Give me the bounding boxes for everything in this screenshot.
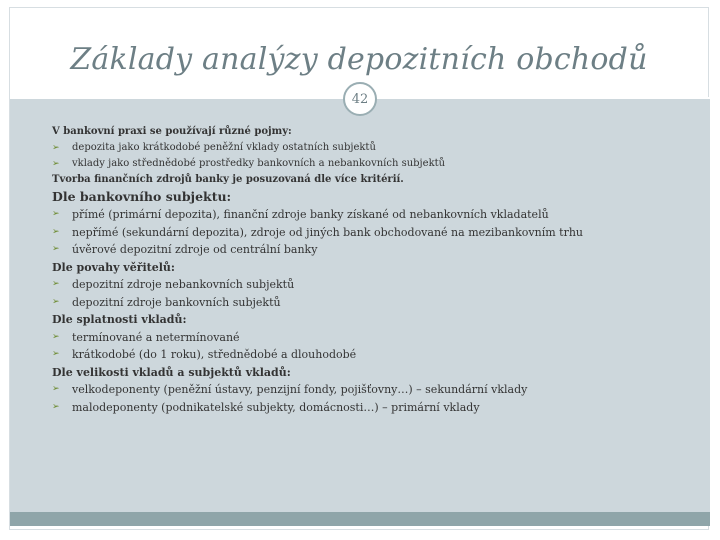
section-heading: Dle bankovního subjektu:	[52, 189, 232, 204]
list-item-text: úvěrové depozitní zdroje od centrální banky	[72, 243, 318, 256]
bottom-band	[10, 512, 710, 526]
list-item	[52, 294, 692, 312]
criteria-heading: Tvorba finančních zdrojů banky je posuzovaná dle více kritérií.	[52, 174, 404, 185]
arrow-bullet-icon: ➢	[52, 296, 60, 307]
list-item	[52, 276, 692, 294]
list-item	[52, 346, 692, 364]
section-heading: Dle povahy věřitelů:	[52, 260, 175, 274]
intro-heading: V bankovní praxi se používají různé pojmy:	[52, 126, 292, 137]
section-heading: Dle splatnosti vkladů:	[52, 313, 187, 326]
slide-title: Základy analýzy depozitních obchodů	[70, 42, 648, 77]
arrow-bullet-icon: ➢	[52, 384, 60, 394]
list-item	[52, 156, 692, 172]
list-item-text: vklady jako střednědobé prostředky bankovních a nebankovních subjektů	[72, 158, 446, 169]
list-item	[52, 399, 692, 417]
slide-content	[52, 124, 692, 416]
list-item-text: depozita jako krátkodobé peněžní vklady ostatních subjektů	[72, 142, 376, 153]
arrow-bullet-icon: ➢	[52, 279, 60, 289]
arrow-bullet-icon: ➢	[52, 226, 60, 237]
arrow-bullet-icon: ➢	[52, 209, 60, 219]
list-item-text: velkodeponenty (peněžní ústavy, penzijní fondy, pojišťovny…) – sekundární vklady	[72, 383, 528, 396]
list-item-text: termínované a netermínované	[72, 330, 240, 344]
list-item	[52, 329, 692, 347]
list-item	[52, 241, 692, 259]
list-item-text: nepřímé (sekundární depozita), zdroje od jiných bank obchodované na mezibankovním trhu	[72, 225, 584, 239]
arrow-bullet-icon: ➢	[52, 401, 60, 412]
list-item-text: depozitní zdroje nebankovních subjektů	[72, 278, 295, 291]
arrow-bullet-icon: ➢	[52, 143, 60, 153]
page-number-badge: 42	[343, 82, 377, 116]
section-heading: Dle velikosti vkladů a subjektů vkladů:	[52, 365, 291, 379]
list-item-text: přímé (primární depozita), finanční zdroje banky získané od nebankovních vkladatelů	[72, 208, 549, 221]
arrow-bullet-icon: ➢	[52, 349, 60, 359]
list-item-text: depozitní zdroje bankovních subjektů	[72, 295, 281, 309]
list-item	[52, 381, 692, 399]
list-item-text: malodeponenty (podnikatelské subjekty, domácnosti…) – primární vklady	[72, 400, 480, 414]
arrow-bullet-icon: ➢	[52, 331, 60, 342]
arrow-bullet-icon: ➢	[52, 244, 60, 254]
arrow-bullet-icon: ➢	[52, 159, 60, 169]
list-item	[52, 140, 692, 156]
list-item-text: krátkodobé (do 1 roku), střednědobé a dlouhodobé	[72, 348, 357, 361]
list-item	[52, 206, 692, 224]
list-item	[52, 224, 692, 242]
